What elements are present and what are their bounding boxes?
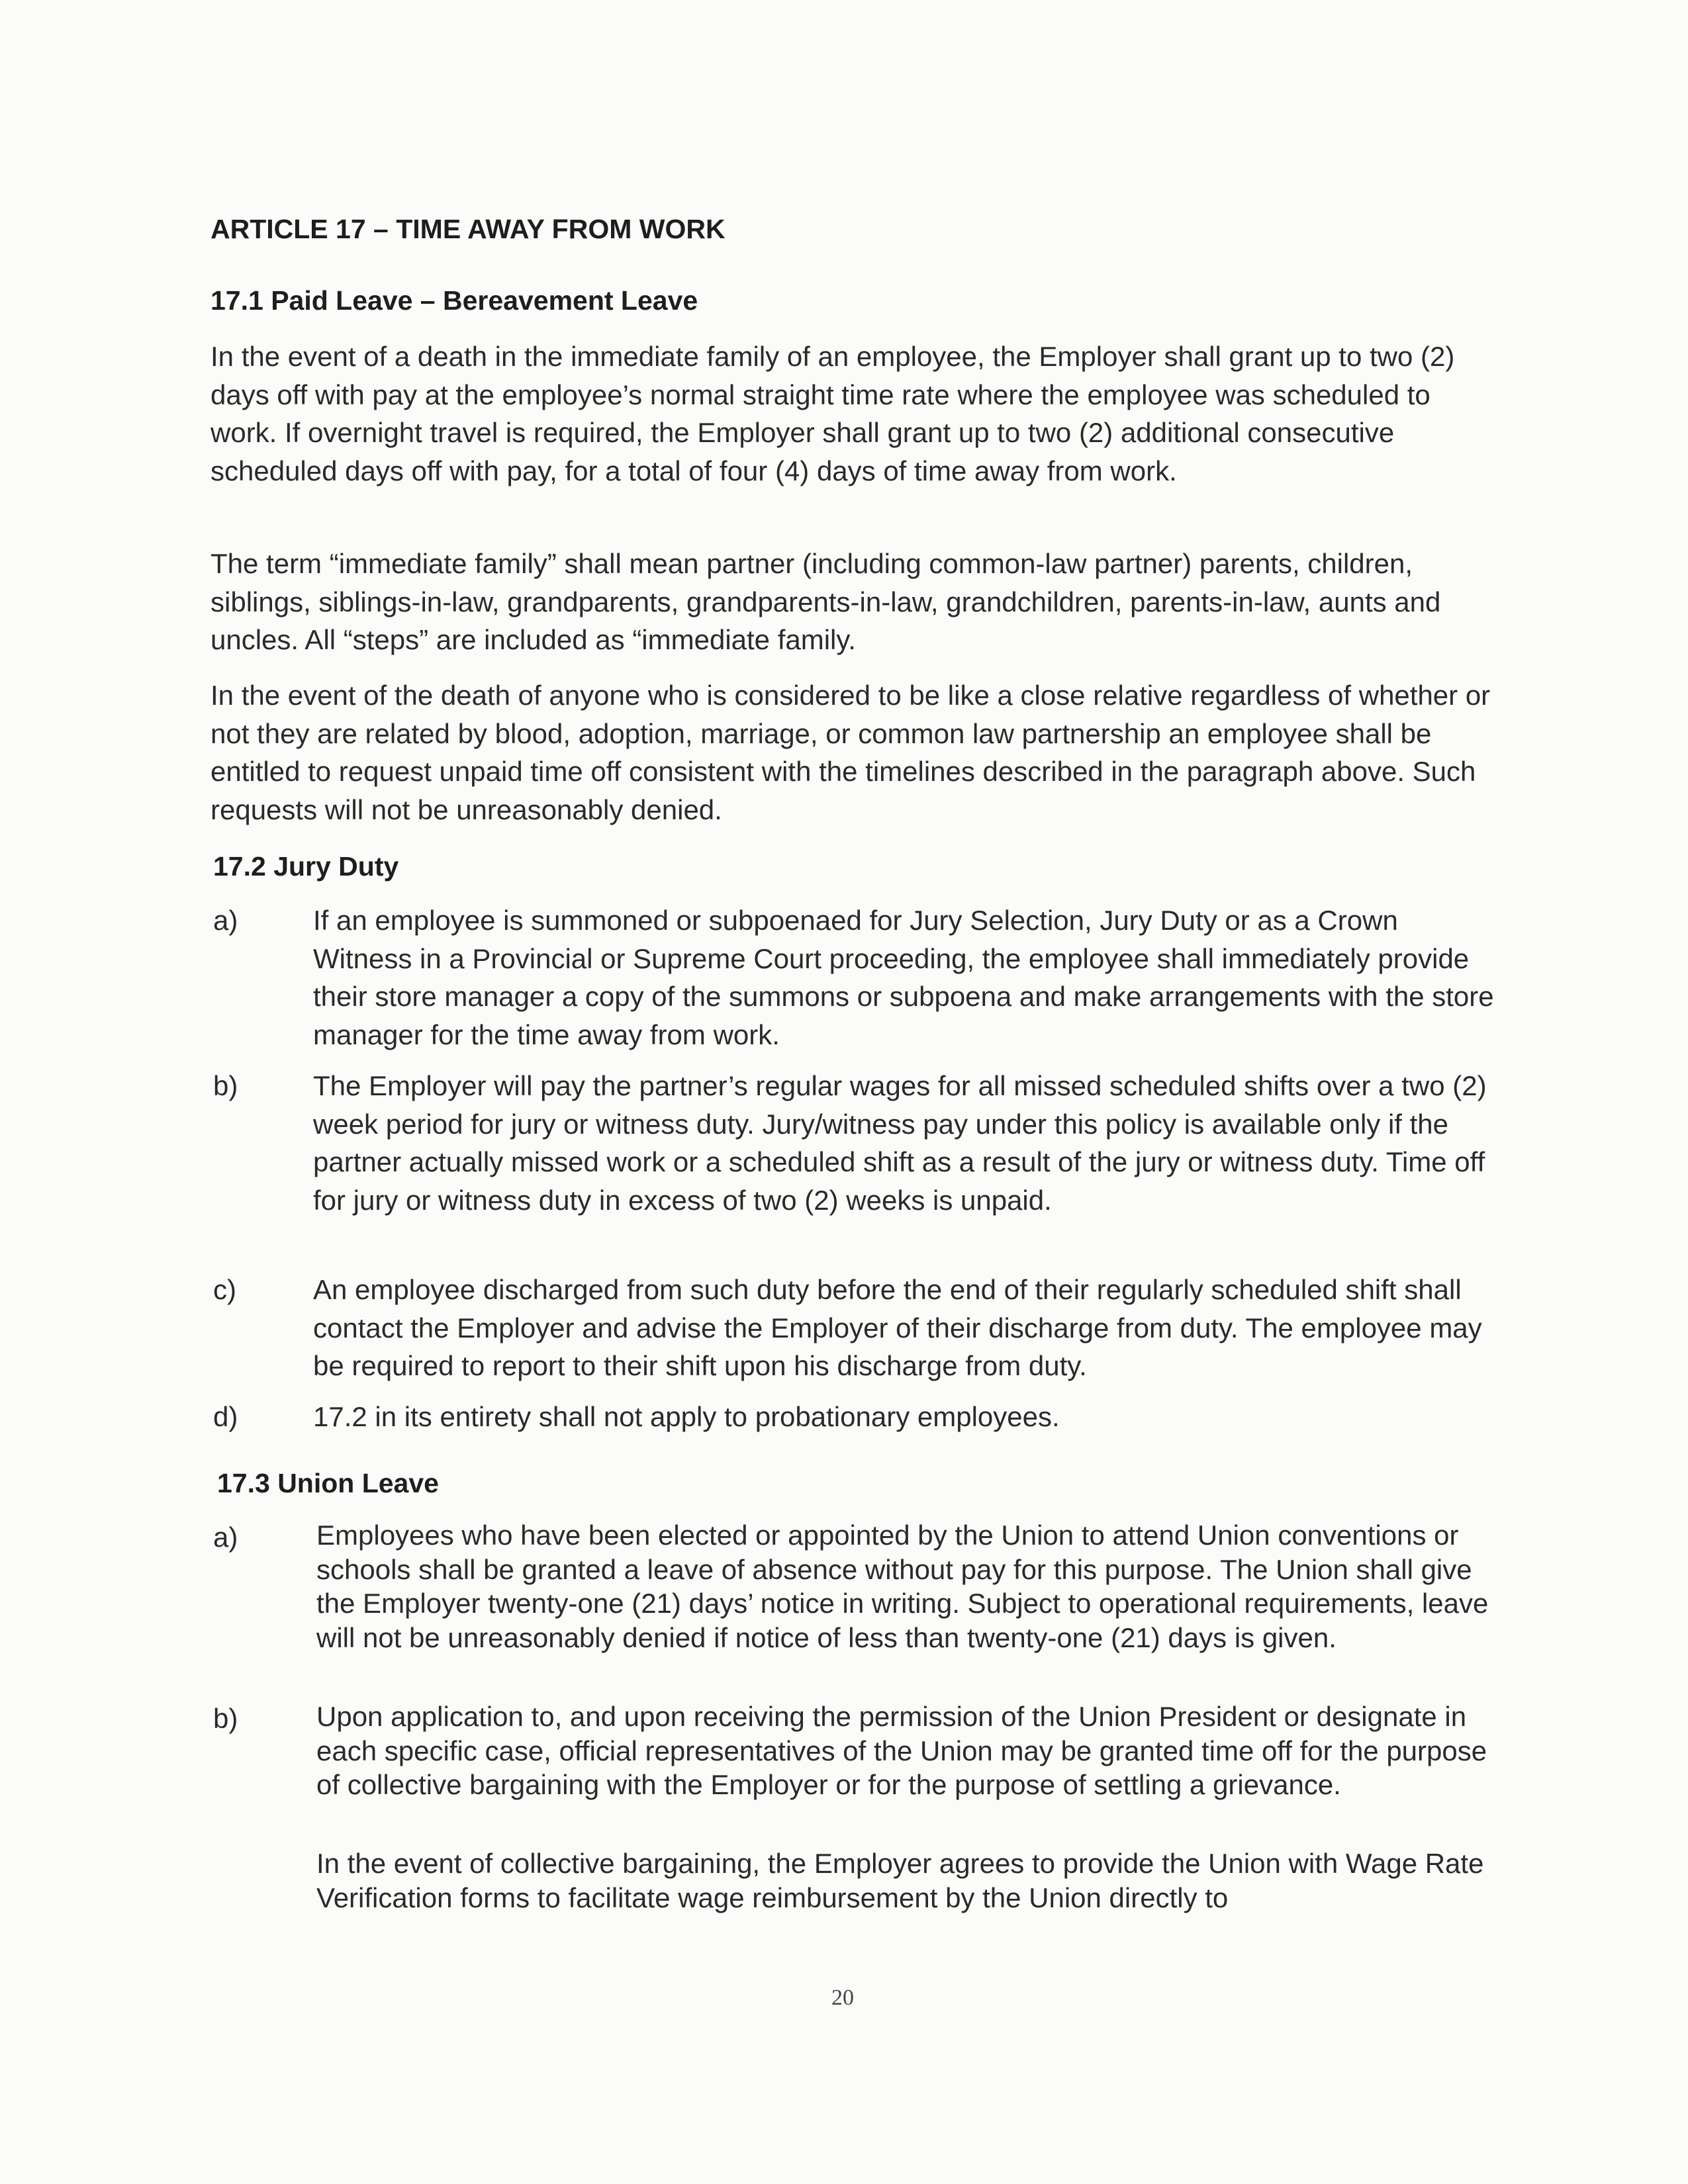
- page-number: 20: [831, 1985, 854, 2010]
- list-item-label: b): [213, 1070, 238, 1101]
- list-item-text: Employees who have been elected or appointed by the Union to attend Union conventions or schools shall be granted a leave of absence without pay for this purpose. The Union shall give the Employer twenty-one (21) days’ notice in writing. Subject to operational requirements, leave will not be unreasonably denied if notice of less than twenty-one (21) days is given.: [316, 1520, 1489, 1653]
- section-17-1-paragraph-3: In the event of the death of anyone who is considered to be like a close relative regardless of whether or not they are related by blood, adoption, marriage, or common law partnership an employee shall be entitled to request unpaid time off consistent with the timelines described in the paragraph above. Such requests will not be unreasonably denied.: [211, 680, 1491, 825]
- section-17-3-heading: 17.3 Union Leave: [217, 1468, 439, 1498]
- list-item-text: 17.2 in its entirety shall not apply to probationary employees.: [313, 1401, 1060, 1432]
- list-item-text: Upon application to, and upon receiving the permission of the Union President or designate in each specific case, official representatives of the Union may be granted time off for the purpose of collective bargaining with the Employer or for the purpose of settling a grievance.: [316, 1701, 1487, 1800]
- list-item-label: a): [213, 1522, 238, 1553]
- section-17-1-paragraph-1: In the event of a death in the immediate family of an employee, the Employer shall grant up to two (2) days off with pay at the employee’s normal straight time rate where the employee was scheduled to work. If overnight travel is required, the Employer shall grant up to two (2) additional consecutive scheduled days off with pay, for a total of four (4) days of time away from work.: [211, 341, 1455, 486]
- list-item-label: c): [213, 1274, 236, 1305]
- list-item-text: If an employee is summoned or subpoenaed for Jury Selection, Jury Duty or as a Crown Witness in a Provincial or Supreme Court proceeding, the employee shall immediately provide their store manager a copy of the summons or subpoena and make arrangements with the store manager for the time away from work.: [313, 905, 1494, 1050]
- article-title: ARTICLE 17 – TIME AWAY FROM WORK: [211, 214, 726, 244]
- list-item-label: b): [213, 1703, 238, 1734]
- section-17-1-heading: 17.1 Paid Leave – Bereavement Leave: [211, 285, 698, 316]
- section-17-3-continuation: In the event of collective bargaining, the Employer agrees to provide the Union with Wage Rate Verification forms to facilitate wage reimbursement by the Union directly to: [316, 1848, 1484, 1913]
- section-17-1-paragraph-2: The term “immediate family” shall mean partner (including common-law partner) parents, children, siblings, siblings-in-law, grandparents, grandparents-in-law, grandchildren, parents-in-law, aunts and uncles. All “steps” are included as “immediate family.: [211, 548, 1441, 655]
- list-item-text: The Employer will pay the partner’s regular wages for all missed scheduled shifts over a two (2) week period for jury or witness duty. Jury/witness pay under this policy is available only if the partner actually missed work or a scheduled shift as a result of the jury or witness duty. Time off for jury or witness duty in excess of two (2) weeks is unpaid.: [313, 1070, 1487, 1216]
- list-item-label: a): [213, 905, 238, 936]
- section-17-2-heading: 17.2 Jury Duty: [213, 851, 399, 882]
- list-item-text: An employee discharged from such duty before the end of their regularly scheduled shift shall contact the Employer and advise the Employer of their discharge from duty. The employee may be required to report to their shift upon his discharge from duty.: [313, 1274, 1482, 1381]
- list-item-label: d): [213, 1401, 238, 1432]
